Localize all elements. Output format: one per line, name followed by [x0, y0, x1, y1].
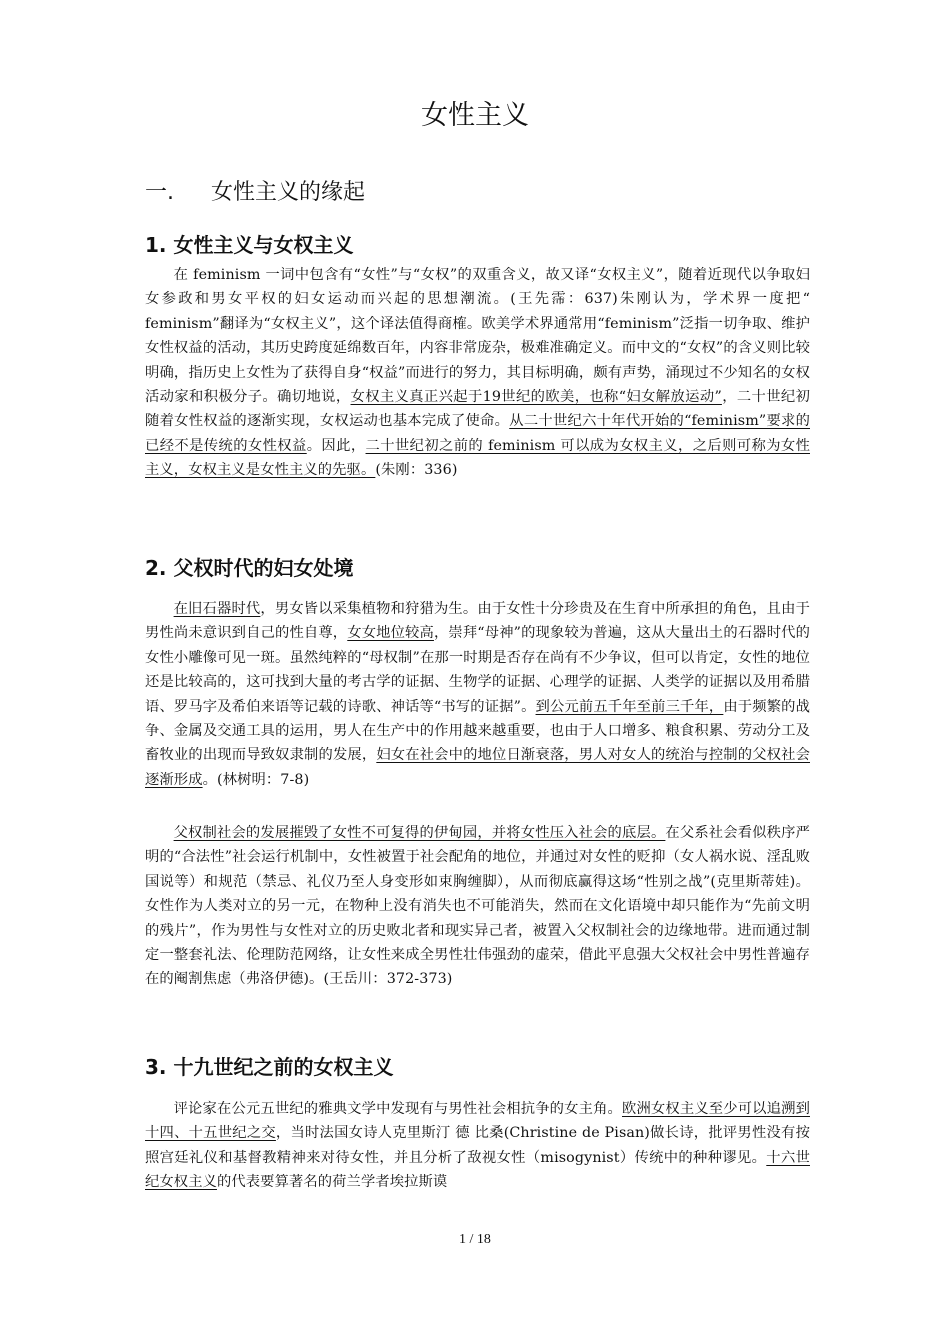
paragraph-1-1: [145, 263, 810, 483]
paragraph-text: 。因此，: [306, 437, 366, 454]
paragraph-text: 在 feminism 一词中包含有“女性”与“女权”的双重含义，故又译“女权主义”，随着近现代以争取妇女参政和男女平权的妇女运动而兴起的思想潮流。(王先霈：637)朱刚认为，学术界一度把“ feminism”翻译为“女权主义”，这个译法值得商榷。欧美学术界通常用“feminism”泛指一切争取、维护女性权益的活动，其历史跨度延绵数百年，内容非常庞杂，极难准确定义。而中文的“女权”的含义则比较明确，指历史上女性为了获得自身“权益”而进行的努力，其目标明确，颇有声势，涌现过不少知名的女权活动家和积极分子。确切地说，: [145, 267, 810, 406]
section-number: 一.: [145, 180, 174, 205]
paragraph-text: 评论家在公元五世纪的雅典文学中发现有与男性社会相抗争的女主角。: [173, 1101, 622, 1117]
underlined-text: 妇女在社会中的地位日渐衰落，男人对女人的统治与控制的父权社会逐渐形成: [145, 747, 810, 788]
underlined-text: 父权制社会的发展摧毁了女性不可复得的伊甸园，并将女性压入社会的底层。: [173, 825, 666, 841]
paragraph-text: 的代表要算著名的荷兰学者埃拉斯谟: [216, 1174, 448, 1191]
underlined-text: 欧洲女权主义至少可以追溯到十四、十五世纪之交: [145, 1101, 810, 1142]
subsection-number: 3.: [145, 1055, 167, 1079]
paragraph-3-1: [145, 1097, 810, 1195]
subsection-title: 女性主义与女权主义: [173, 233, 354, 257]
subsection-heading-2: [145, 552, 354, 584]
underlined-text: 从二十世纪六十年代开始的“feminism”要求的已经不是传统的女性权益: [145, 413, 810, 454]
paragraph-2-1: [145, 597, 810, 792]
page-number: 1 / 18: [459, 1232, 491, 1247]
paragraph-text: ，当时法国女诗人克里斯汀 德 比桑(Christine de Pisan)做长诗，批评男性没有按照宫廷礼仪和基督教精神来对待女性，并且分析了敌视女性（misogynist）传统中的种种谬见。: [145, 1125, 810, 1166]
paragraph-text: ，崇拜“母神”的现象较为普遍，这从大量出土的石器时代的女性小雕像可见一斑。虽然纯粹的“母权制”在那一时期是否存在尚有不少争议，但可以肯定，女性的地位还是比较高的，这可找到大量的考古学的证据、生物学的证据、心理学的证据、人类学的证据以及用希腊语、罗马字及希伯来语等记载的诗歌、神话等“书写的证据”。: [145, 625, 810, 715]
subsection-title: 父权时代的妇女处境: [173, 556, 354, 580]
paragraph-text: 由于频繁的战争、金属及交通工具的运用，男人在生产中的作用越来越重要，也由于人口增多、粮食积累、劳动分工及畜牧业的出现而导致奴隶制的发展，: [145, 698, 810, 764]
paragraph-text: ，二十世纪初随着女性权益的逐渐实现，女权运动也基本完成了使命。: [145, 389, 810, 430]
citation: (朱刚：336): [375, 462, 458, 479]
underlined-text: 在旧石器时代: [173, 601, 261, 617]
subsection-number: 1.: [145, 233, 167, 257]
underlined-text: 女女地位较高: [347, 625, 434, 642]
subsection-heading-3: [145, 1051, 394, 1083]
subsection-number: 2.: [145, 556, 167, 580]
underlined-text: 二十世纪初之前的 feminism 可以成为女权主义，之后则可称为女性主义，女权主义是女性主义的先驱。: [145, 437, 810, 479]
section-title: 女性主义的缘起: [211, 180, 366, 205]
citation: 。(林树明：7-8): [202, 771, 310, 788]
underlined-text: 到公元前五千年至前三千年，: [535, 698, 724, 715]
underlined-text: 十六世纪女权主义: [145, 1149, 810, 1191]
paragraph-text: ，男女皆以采集植物和狩猎为生。由于女性十分珍贵及在生育中所承担的角色，且由于男性尚未意识到自己的性自尊，: [145, 601, 810, 642]
section-heading-1: [145, 175, 365, 211]
subsection-title: 十九世纪之前的女权主义: [173, 1055, 394, 1079]
subsection-heading-1: [145, 229, 354, 261]
document-title: 女性主义: [421, 100, 529, 131]
paragraph-2-2: [145, 821, 810, 992]
paragraph-text: 在父系社会看似秩序严明的“合法性”社会运行机制中，女性被置于社会配角的地位，并通过对女性的贬抑（女人祸水说、淫乱败国说等）和规范（禁忌、礼仪乃至人身变形如束胸缠脚），从而彻底赢得这场“性别之战”(克里斯蒂娃)。女性作为人类对立的另一元，在物种上没有消失也不可能消失，然而在文化语境中却只能作为“先前文明的残片”，作为男性与女性对立的历史败北者和现实异己者，被置入父权制社会的边缘地带。进而通过制定一整套礼法、伦理防范网络，让女性来成全男性壮伟强劲的虚荣，借此平息强大父权社会中男性普遍存在的阉割焦虑（弗洛伊德)。(王岳川：372-373): [145, 825, 810, 988]
underlined-text: 女权主义真正兴起于19世纪的欧美，也称“妇女解放运动”: [350, 389, 722, 406]
